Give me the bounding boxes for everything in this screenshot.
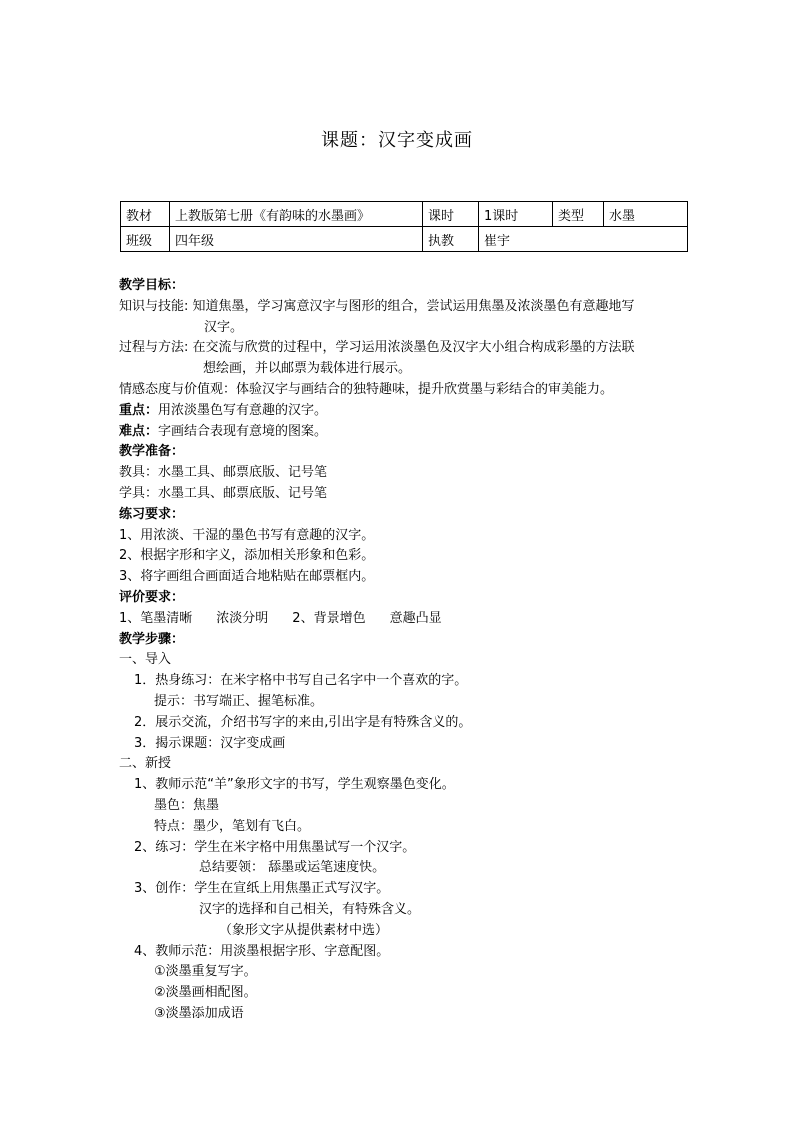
practice-item-3: 3、将字画组合画面适合地粘贴在邮票框内。 [119, 569, 375, 585]
step-2-2-summary: 总结要领： 舔墨或运笔速度快。 [199, 860, 386, 876]
preparation-student: 学具：水墨工具、邮票底版、记号笔 [119, 485, 328, 501]
label-class: 班级 [121, 227, 170, 252]
step-2-1-ink: 墨色：焦墨 [154, 797, 220, 813]
preparation-teacher: 教具：水墨工具、邮票底版、记号笔 [119, 465, 328, 481]
practice-heading: 练习要求： [119, 506, 185, 522]
step-1-2: 2．展示交流，介绍书写字的来由,引出字是有特殊含义的。 [134, 714, 472, 730]
label-textbook: 教材 [121, 202, 170, 227]
step-2-3: 3、创作：学生在宣纸上用焦墨正式写汉字。 [134, 881, 390, 897]
label-teacher: 执教 [423, 227, 479, 252]
objective-knowledge-text: 知道焦墨，学习寓意汉字与图形的组合，尝试运用焦墨及浓淡墨色有意趣地写 [192, 298, 635, 314]
evaluation-part-1: 1、笔墨清晰 [119, 610, 193, 626]
step-2-3-note: 汉字的选择和自己相关，有特殊含义。 [199, 901, 421, 917]
difficulty-text: 字画结合表现有意境的图案。 [158, 423, 328, 439]
value-period: 1课时 [479, 202, 553, 227]
step-2-2: 2、练习：学生在米字格中用焦墨试写一个汉字。 [134, 839, 416, 855]
evaluation-criteria [119, 609, 689, 630]
lesson-title: 课题：汉字变成画 [321, 130, 473, 151]
info-row-1 [121, 202, 688, 227]
step-2-1-feature: 特点：墨少，笔划有飞白。 [154, 818, 311, 834]
step-1-1-tip: 提示：书写端正、握笔标准。 [154, 693, 324, 709]
objective-emotion [119, 380, 689, 401]
label-type: 类型 [553, 202, 604, 227]
objective-knowledge [119, 297, 689, 318]
value-type: 水墨 [604, 202, 688, 227]
steps-heading: 教学步骤： [119, 631, 185, 647]
key-point [119, 401, 689, 422]
objective-process-continued: 想绘画，并以邮票为载体进行展示。 [203, 361, 412, 377]
label-period: 课时 [423, 202, 479, 227]
step-1-1: 1．热身练习：在米字格中书写自己名字中一个喜欢的字。 [134, 673, 468, 689]
lesson-plan-body [119, 276, 689, 1025]
difficulty-label: 难点： [119, 423, 159, 439]
value-class: 四年级 [170, 227, 423, 252]
objectives-heading: 教学目标： [119, 278, 185, 293]
difficulty [119, 422, 689, 443]
key-point-text: 用浓淡墨色写有意趣的汉字。 [158, 402, 328, 418]
step-2-1: 1、教师示范“羊”象形文字的书写，学生观察墨色变化。 [134, 777, 455, 793]
objective-knowledge-continued: 汉字。 [204, 319, 244, 335]
practice-item-1: 1、用浓淡、干湿的墨色书写有意趣的汉字。 [119, 527, 375, 543]
objective-knowledge-label: 知识与技能: [119, 298, 193, 314]
step-1-3: 3．揭示课题：汉字变成画 [134, 735, 286, 751]
evaluation-part-3: 2、背景增色 [292, 610, 366, 626]
evaluation-part-4: 意趣凸显 [389, 610, 442, 626]
objective-process [119, 338, 689, 359]
section-intro: 一、导入 [119, 652, 172, 668]
objective-emotion-label: 情感态度与价值观： [119, 381, 237, 397]
lesson-info-table [120, 201, 688, 252]
step-2-3-source: （象形文字从提供素材中选） [219, 922, 389, 938]
evaluation-part-2: 浓淡分明 [216, 610, 269, 626]
key-point-label: 重点： [119, 402, 159, 418]
objective-process-text: 在交流与欣赏的过程中，学习运用浓淡墨色及汉字大小组合构成彩墨的方法联 [192, 340, 635, 356]
preparation-heading: 教学准备： [119, 444, 185, 460]
step-2-4-a: ①淡墨重复写字。 [154, 964, 257, 980]
objective-process-label: 过程与方法: [119, 340, 193, 356]
value-textbook: 上教版第七册《有韵味的水墨画》 [170, 202, 423, 227]
step-2-4-b: ②淡墨画相配图。 [154, 985, 257, 1001]
step-2-4-c: ③淡墨添加成语 [154, 1005, 244, 1021]
evaluation-heading: 评价要求： [119, 589, 185, 605]
practice-item-2: 2、根据字形和字义，添加相关形象和色彩。 [119, 548, 375, 564]
step-2-4: 4、教师示范：用淡墨根据字形、字意配图。 [134, 943, 390, 959]
objective-emotion-text: 体验汉字与画结合的独特趣味，提升欣赏墨与彩结合的审美能力。 [236, 381, 614, 397]
info-row-2 [121, 227, 688, 252]
value-teacher: 崔宇 [479, 227, 688, 252]
section-new: 二、新授 [119, 756, 172, 772]
